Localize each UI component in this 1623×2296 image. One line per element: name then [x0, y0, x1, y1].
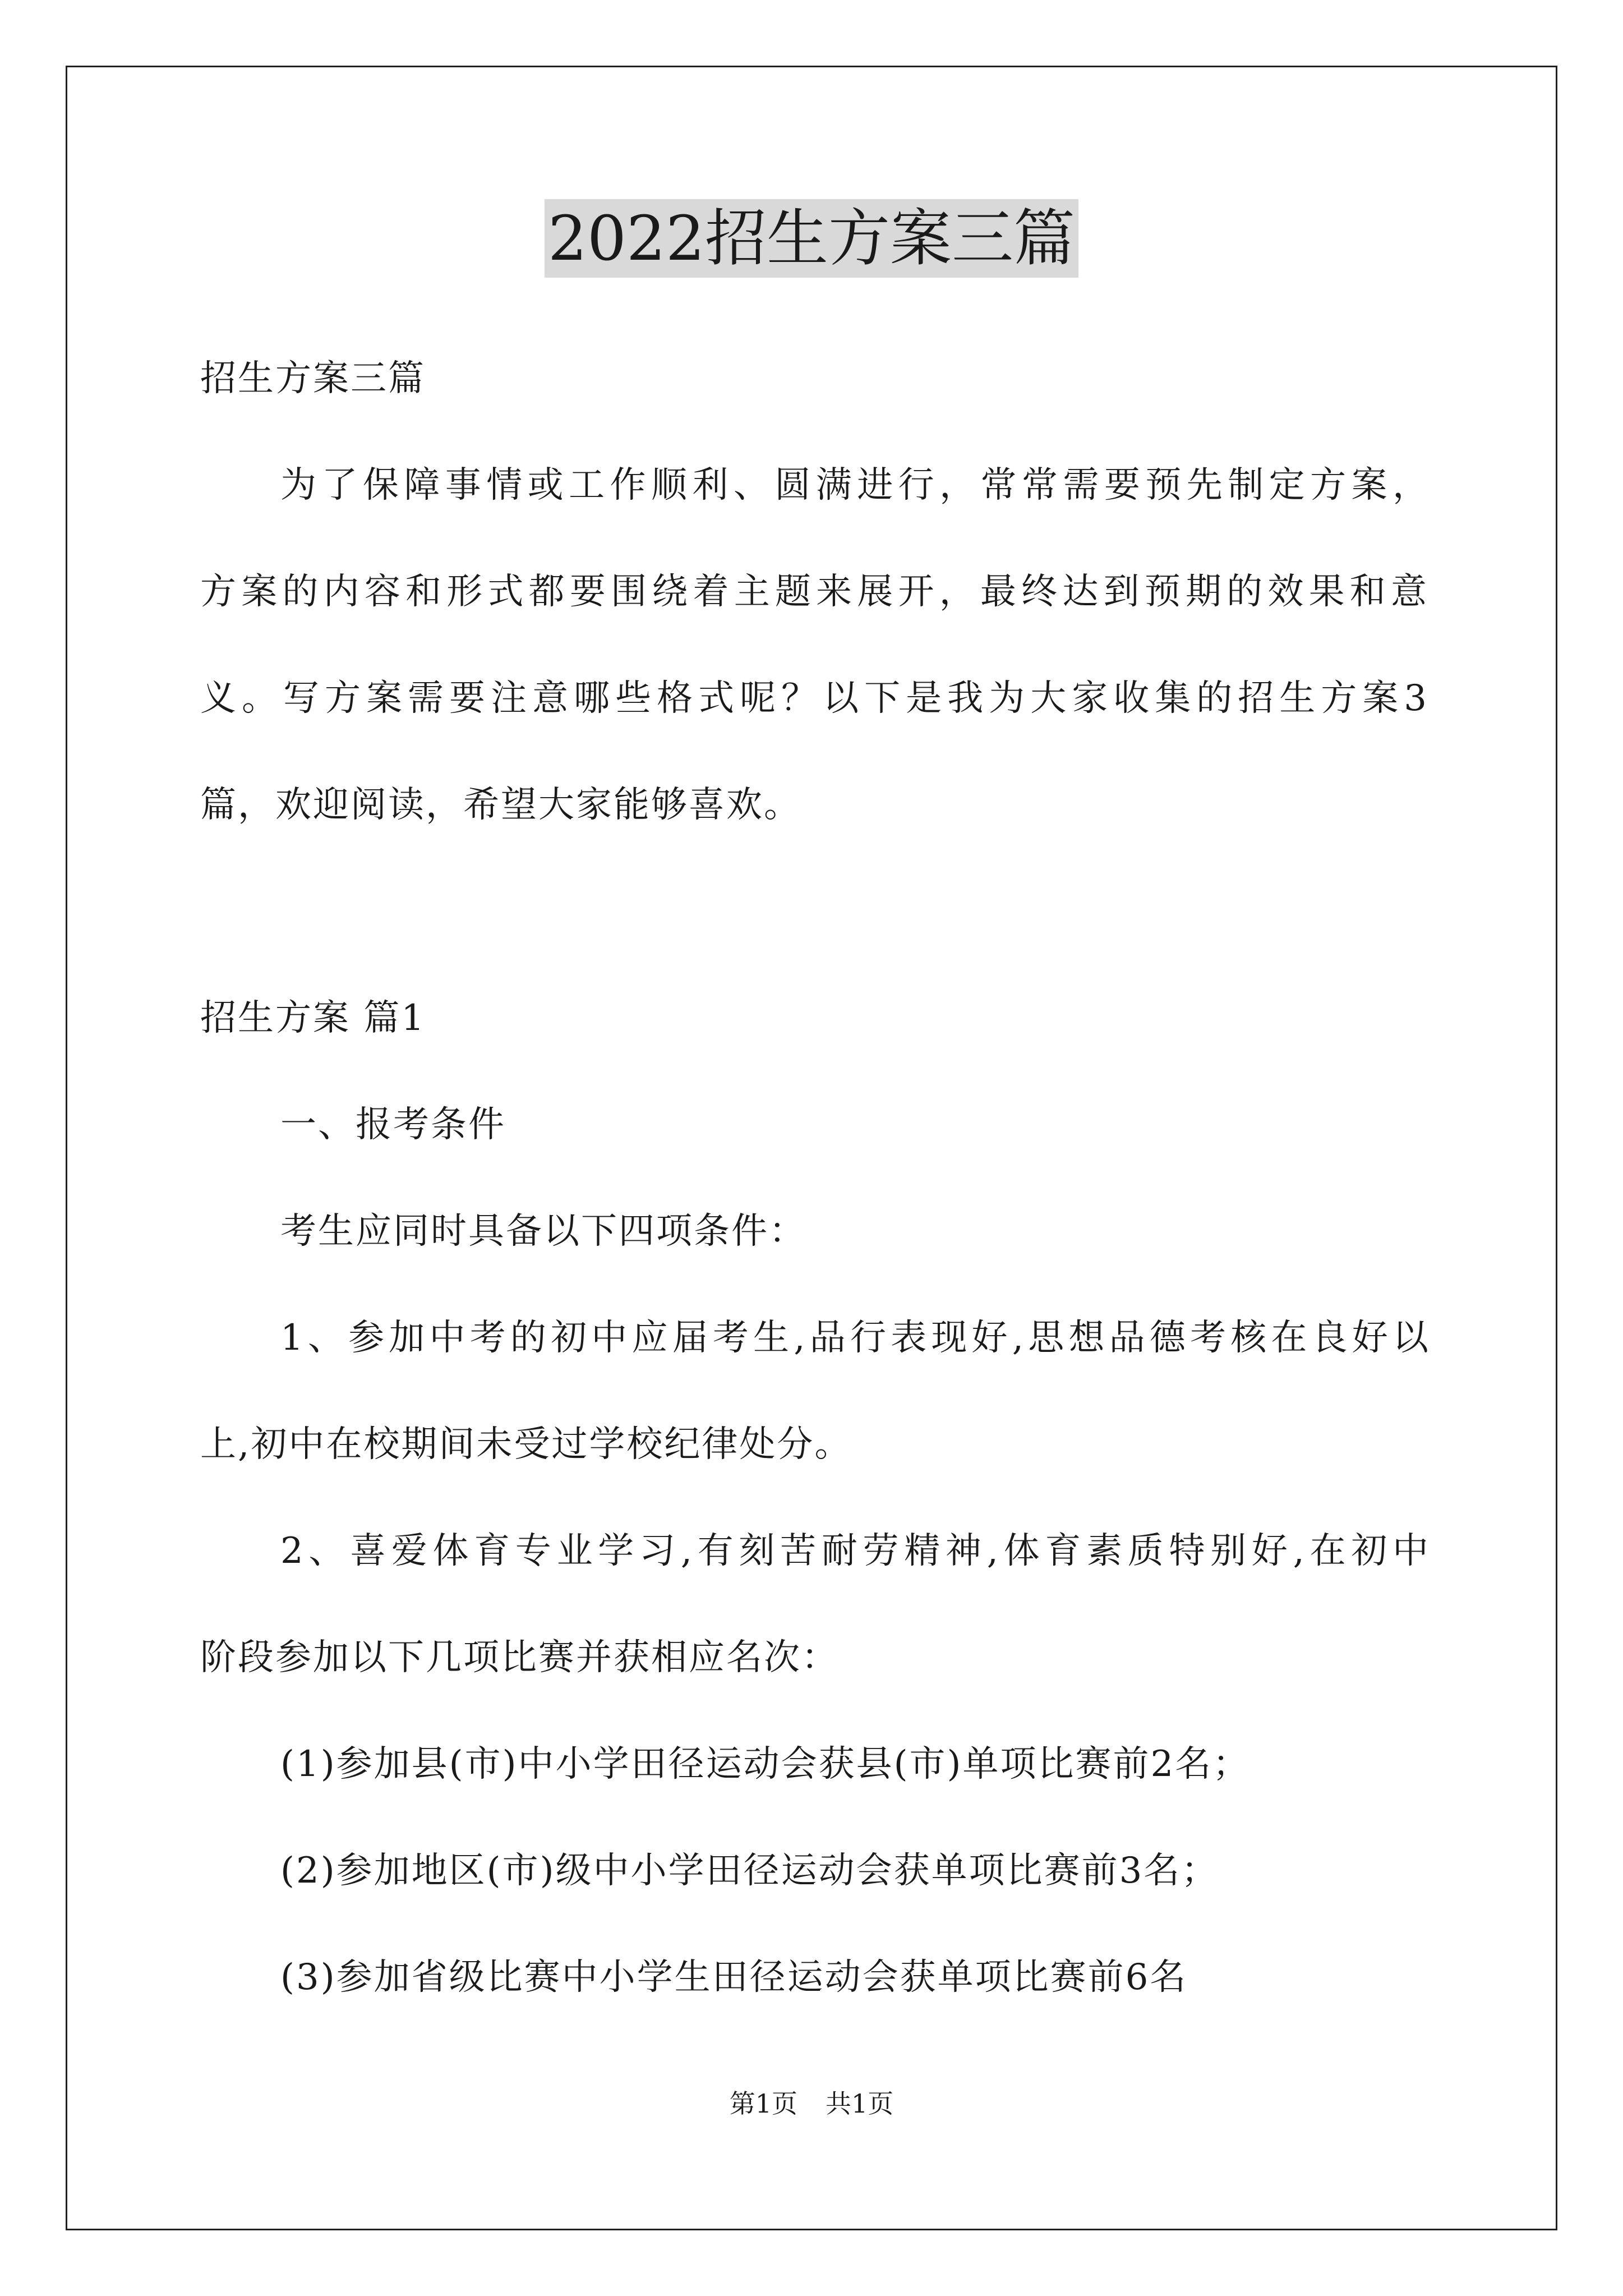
document-title-text: 2022招生方案三篇 [545, 199, 1078, 278]
condition-2-line-1: 2、喜爱体育专业学习,有刻苦耐劳精神,体育素质特别好,在初中 [280, 1530, 1430, 1572]
condition-1-line-2: 上,初中在校期间未受过学校纪律处分。 [200, 1424, 852, 1465]
list-item-2: (2)参加地区(市)级中小学田径运动会获单项比赛前3名； [280, 1850, 1219, 1892]
section-subheading: 一、报考条件 [280, 1104, 506, 1145]
page-total: 共1页 [826, 2088, 894, 2119]
subtitle: 招生方案三篇 [200, 358, 426, 399]
intro-line-2: 方案的内容和形式都要围绕着主题来展开，最终达到预期的效果和意 [200, 571, 1428, 613]
conditions-intro: 考生应同时具备以下四项条件： [280, 1211, 806, 1252]
page-footer [0, 2087, 1623, 2120]
page-number: 第1页 [729, 2088, 797, 2119]
condition-2-line-2: 阶段参加以下几项比赛并获相应名次： [200, 1637, 839, 1678]
intro-line-4: 篇，欢迎阅读，希望大家能够喜欢。 [200, 784, 801, 826]
list-item-1: (1)参加县(市)中小学田径运动会获县(市)单项比赛前2名； [280, 1743, 1251, 1785]
section-heading: 招生方案 篇1 [200, 997, 426, 1039]
intro-line-1: 为了保障事情或工作顺利、圆满进行，常常需要预先制定方案， [280, 464, 1430, 506]
intro-line-3: 义。写方案需要注意哪些格式呢？以下是我为大家收集的招生方案3 [200, 678, 1428, 719]
document-title [0, 199, 1623, 299]
list-item-3: (3)参加省级比赛中小学生田径运动会获单项比赛前6名 [280, 1957, 1188, 1998]
condition-1-line-1: 1、参加中考的初中应届考生,品行表现好,思想品德考核在良好以 [280, 1317, 1430, 1359]
